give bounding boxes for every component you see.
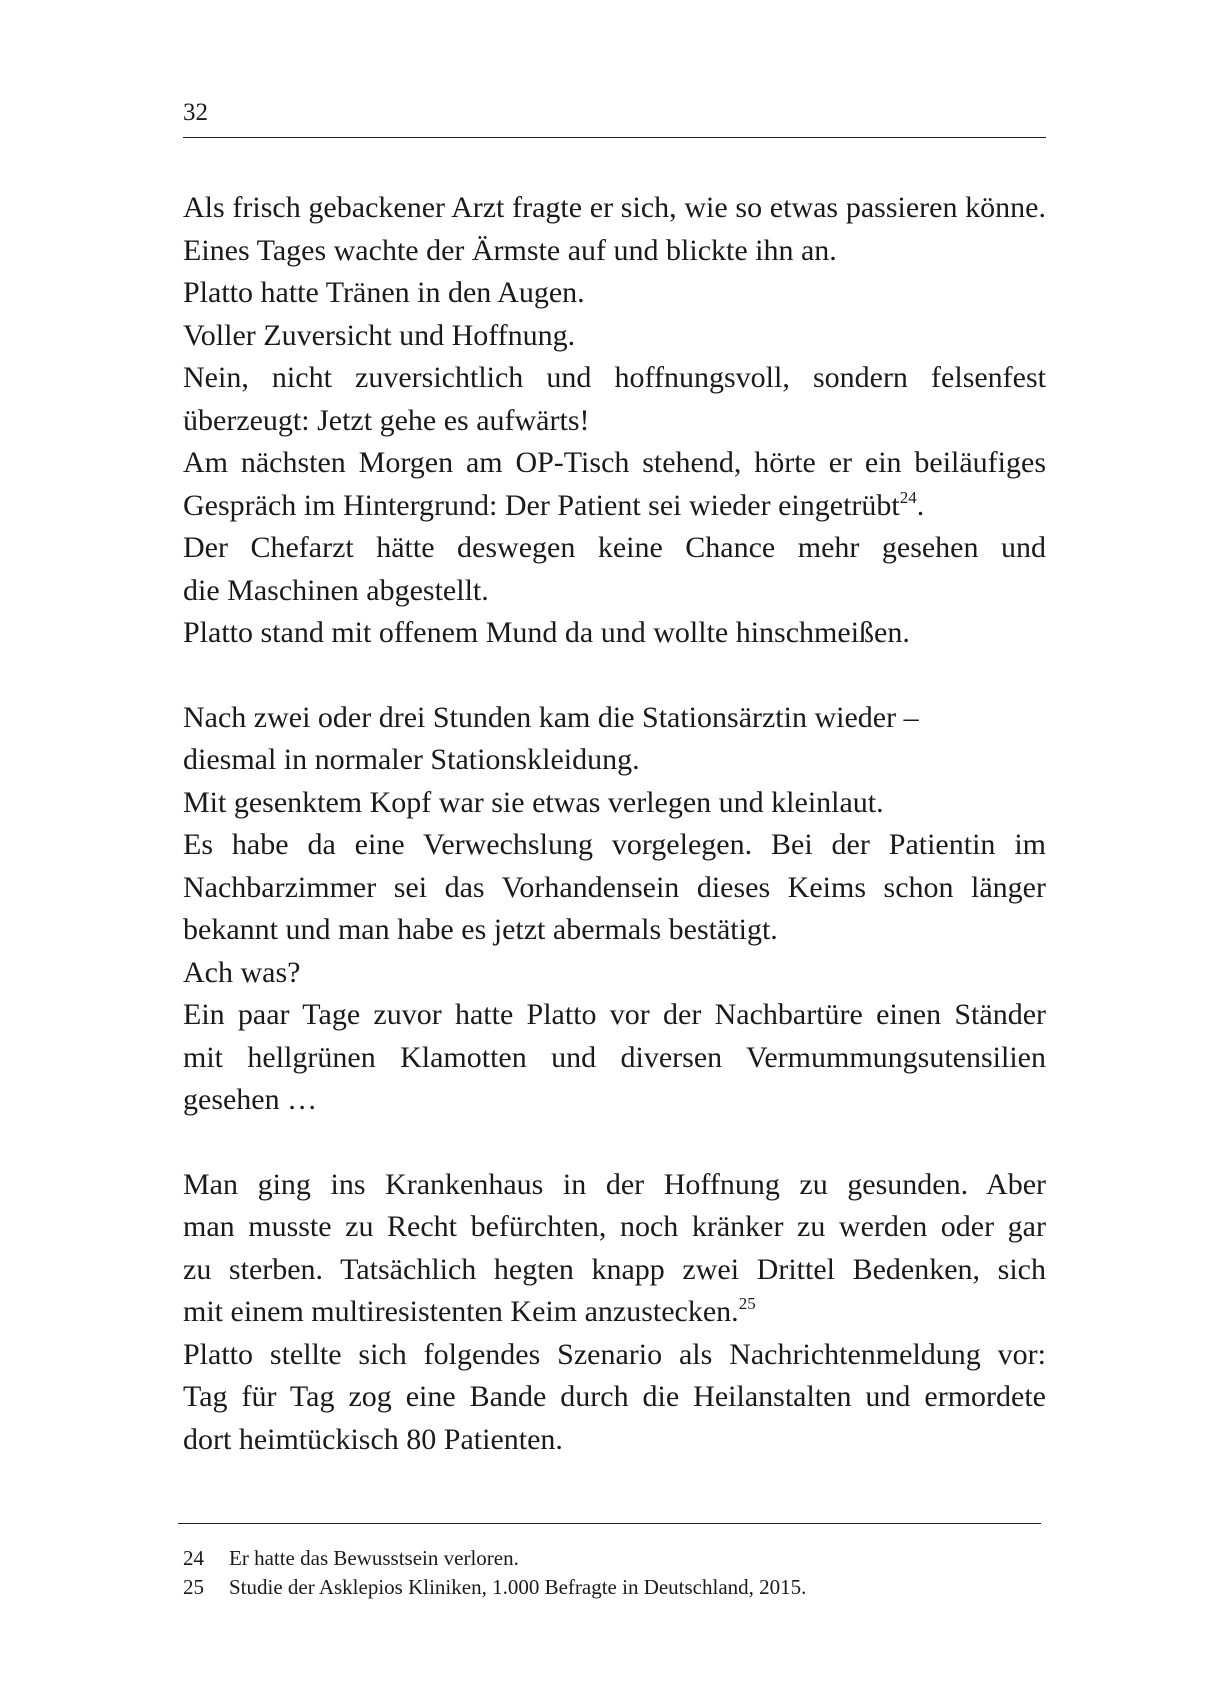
- text-line: die Maschinen abgestellt.: [183, 573, 489, 607]
- footnotes: [183, 1544, 1046, 1602]
- footnote-rule: [178, 1523, 1041, 1524]
- text-line: Am nächsten Morgen am OP-Tisch stehend, hörte er ein beiläufiges: [183, 446, 1046, 479]
- text-line: Voller Zuversicht und Hoffnung.: [183, 318, 576, 352]
- footnote-text: Studie der Asklepios Kliniken, 1.000 Befragte in Deutschland, 2015.: [229, 1575, 807, 1599]
- text-line: Nein, nicht zuversichtlich und hoffnungsvoll, sondern felsenfest: [183, 361, 1046, 394]
- text-line: Tag für Tag zog eine Bande durch die Heilanstalten und ermordete: [183, 1380, 1046, 1413]
- text-line: Man ging ins Krankenhaus in der Hoffnung zu gesunden. Aber: [183, 1167, 1046, 1201]
- text-line: dort heimtückisch 80 Patienten.: [183, 1422, 563, 1456]
- paragraph: [183, 187, 1046, 655]
- footnote-text: Er hatte das Bewusstsein verloren.: [229, 1546, 519, 1570]
- text-line: gesehen …: [183, 1083, 318, 1116]
- text-line: Ach was?: [183, 955, 301, 989]
- line-text: Gespräch im Hintergrund: Der Patient sei wieder eingetrübt: [183, 488, 900, 522]
- footnote-ref-25[interactable]: 25: [738, 1294, 756, 1313]
- text-line: man musste zu Recht befürchten, noch kränker zu werden oder gar: [183, 1210, 1046, 1243]
- paragraph: [183, 697, 1046, 1122]
- body-text: [183, 187, 1046, 1461]
- page-number: 32: [183, 99, 208, 126]
- line-text-after: .: [916, 488, 925, 522]
- text-line: Ein paar Tage zuvor hatte Platto vor der Nachbartüre einen Ständer: [183, 998, 1046, 1031]
- text-line: mit hellgrünen Klamotten und diversen Vermummungsutensilien: [183, 1040, 1046, 1074]
- text-line: Platto hatte Tränen in den Augen.: [183, 276, 585, 309]
- paragraph: [183, 1164, 1046, 1462]
- text-line: diesmal in normaler Stationskleidung.: [183, 743, 640, 776]
- text-line: zu sterben. Tatsächlich hegten knapp zwei Drittel Bedenken, sich: [183, 1252, 1046, 1286]
- text-line: Als frisch gebackener Arzt fragte er sich, wie so etwas passieren könne.: [183, 191, 1046, 224]
- text-line: Nachbarzimmer sei das Vorhandensein dieses Keims schon länger: [183, 870, 1046, 904]
- text-line: Der Chefarzt hätte deswegen keine Chance mehr gesehen und: [183, 531, 1046, 564]
- text-line: bekannt und man habe es jetzt abermals bestätigt.: [183, 913, 778, 946]
- footnote-number: 24: [183, 1546, 204, 1570]
- footnote-ref-24[interactable]: 24: [899, 487, 917, 507]
- text-line-with-footnote: [183, 485, 1046, 528]
- text-line: Platto stellte sich folgendes Szenario als Nachrichtenmeldung vor:: [183, 1337, 1046, 1371]
- line-text: mit einem multiresistenten Keim anzustecken.: [183, 1295, 739, 1328]
- text-line: Mit gesenktem Kopf war sie etwas verlegen und kleinlaut.: [183, 785, 884, 819]
- footnote-number: 25: [183, 1575, 204, 1599]
- text-line-with-footnote: [183, 1291, 1046, 1334]
- text-line: überzeugt: Jetzt gehe es aufwärts!: [183, 403, 590, 437]
- text-line: Nach zwei oder drei Stunden kam die Stationsärztin wieder –: [183, 700, 919, 734]
- text-line: Es habe da eine Verwechslung vorgelegen. Bei der Patientin im: [183, 828, 1046, 861]
- footnote-25: [183, 1573, 1046, 1602]
- text-line: Eines Tages wachte der Ärmste auf und blickte ihn an.: [183, 233, 837, 267]
- footnote-24: [183, 1544, 1046, 1573]
- header-rule: [183, 137, 1046, 138]
- text-line: Platto stand mit offenem Mund da und wollte hinschmeißen.: [183, 616, 910, 649]
